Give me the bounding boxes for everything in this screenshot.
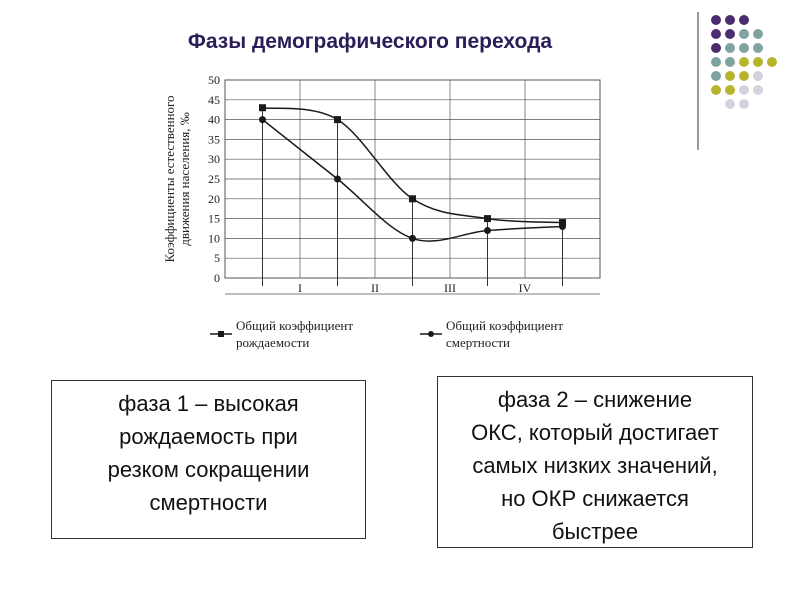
y-tick-label: 30 <box>208 152 220 167</box>
y-tick-label: 10 <box>208 231 220 246</box>
birth-rate-point <box>259 104 266 111</box>
demographic-transition-chart <box>150 68 610 368</box>
y-axis-label-line: движения населения, ‰ <box>177 112 192 246</box>
decor-dot <box>725 43 735 53</box>
phase-label: II <box>371 281 379 295</box>
decor-dot <box>739 57 749 67</box>
birth-rate-legend-marker <box>218 331 224 337</box>
decor-dot-grid <box>700 12 790 132</box>
decor-dot <box>753 43 763 53</box>
birth-rate-legend-label: рождаемости <box>236 335 310 350</box>
death-rate-legend-label: Общий коэффициент <box>446 318 564 333</box>
decor-dot <box>725 99 735 109</box>
decor-dot <box>739 29 749 39</box>
birth-rate-point <box>334 116 341 123</box>
phase-2-textbox: фаза 2 – снижение ОКС, который достигает самых низких значений, но ОКР снижается быстрее <box>437 376 753 548</box>
y-tick-label: 35 <box>208 132 220 147</box>
y-tick-label: 20 <box>208 191 220 206</box>
y-tick-label: 50 <box>208 73 220 87</box>
y-tick-label: 40 <box>208 112 220 127</box>
decor-dot <box>739 15 749 25</box>
decor-dot <box>753 85 763 95</box>
y-tick-label: 25 <box>208 172 220 186</box>
phase-label: I <box>298 281 302 295</box>
y-tick-label: 45 <box>208 92 220 107</box>
decor-dot <box>739 71 749 81</box>
y-tick-label: 5 <box>214 251 220 266</box>
y-axis-label <box>162 95 192 262</box>
decor-dot <box>725 57 735 67</box>
death-rate-point <box>484 227 491 234</box>
death-rate-legend-marker <box>428 331 434 337</box>
death-rate-point <box>259 116 266 123</box>
slide-title: Фазы демографического перехода <box>187 30 553 53</box>
y-tick-label: 15 <box>208 211 220 226</box>
death-rate-point <box>559 223 566 230</box>
decor-dot <box>753 57 763 67</box>
decor-dot <box>711 85 721 95</box>
y-tick-label: 0 <box>214 271 220 285</box>
decor-dot <box>725 85 735 95</box>
decor-dot <box>711 43 721 53</box>
decor-dot <box>725 71 735 81</box>
decor-dot <box>725 29 735 39</box>
decor-dot <box>711 57 721 67</box>
death-rate-point <box>334 176 341 183</box>
phase-1-textbox: фаза 1 – высокая рождаемость при резком сокращении смертности <box>51 380 366 539</box>
birth-rate-legend-label: Общий коэффициент <box>236 318 354 333</box>
decor-dot <box>767 57 777 67</box>
phase-label: III <box>444 281 456 295</box>
decor-dot <box>725 15 735 25</box>
birth-rate-point <box>484 215 491 222</box>
decor-dot <box>753 29 763 39</box>
decor-dot <box>711 71 721 81</box>
death-rate-point <box>409 235 416 242</box>
decor-dot <box>753 71 763 81</box>
decor-dot <box>739 43 749 53</box>
decor-dot <box>711 29 721 39</box>
death-rate-legend-label: смертности <box>446 335 510 350</box>
phase-label: IV <box>518 281 532 295</box>
decor-dot <box>739 99 749 109</box>
y-axis-label-line: Коэффициенты естественного <box>162 95 177 263</box>
decor-dot <box>739 85 749 95</box>
decor-dot <box>711 15 721 25</box>
decor-divider-line <box>697 12 699 150</box>
birth-rate-point <box>409 195 416 202</box>
